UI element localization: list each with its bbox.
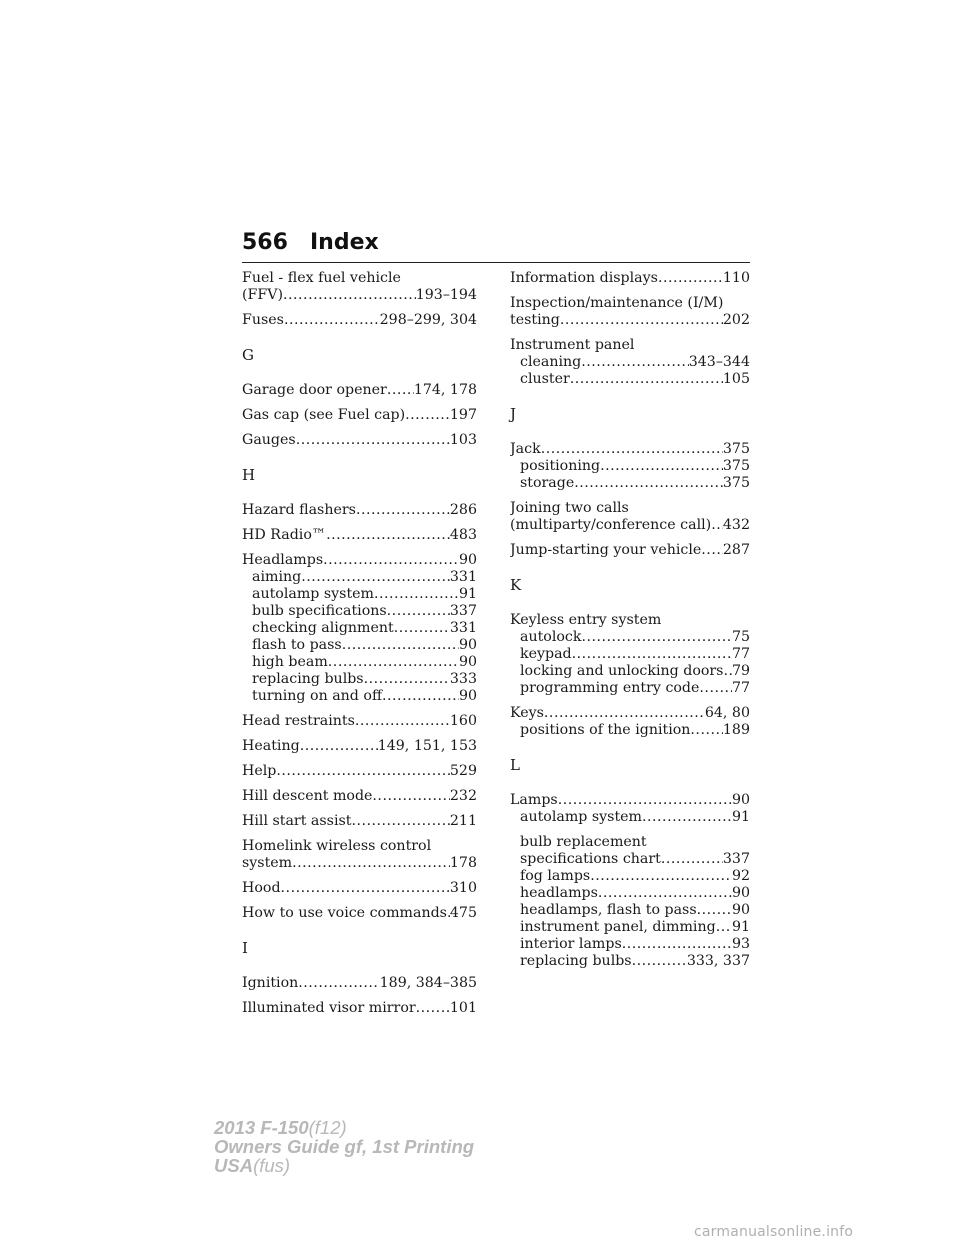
index-term: Hill descent mode	[242, 788, 373, 804]
dot-leader	[642, 809, 732, 826]
index-entry	[242, 552, 477, 705]
dot-leader	[416, 1000, 450, 1017]
page-title: Index	[310, 230, 379, 255]
index-subentry	[510, 722, 750, 739]
index-term: storage	[520, 475, 575, 491]
index-subentry	[242, 688, 477, 705]
dot-leader	[723, 663, 731, 680]
page-number: 566	[242, 230, 288, 255]
index-term: (multiparty/conference call)	[510, 517, 712, 533]
index-entry-line	[242, 382, 477, 399]
index-term: Keyless entry system	[510, 612, 662, 628]
index-page-ref: 79	[731, 663, 750, 679]
index-entry	[510, 612, 750, 697]
index-term: instrument panel, dimming	[520, 919, 716, 935]
index-page-ref: 375	[722, 458, 750, 474]
index-term: Inspection/maintenance (I/M)	[510, 295, 724, 311]
index-term: Illuminated visor mirror	[242, 1000, 416, 1016]
index-entry	[242, 813, 477, 830]
index-term: How to use voice commands	[242, 905, 447, 921]
index-entry	[510, 337, 750, 388]
index-term: Hill start assist	[242, 813, 352, 829]
index-page-ref: 375	[722, 475, 750, 491]
index-page-ref: 90	[731, 902, 750, 918]
index-page-ref: 343–344	[688, 354, 750, 370]
index-subentry	[242, 603, 477, 620]
index-page-ref: 91	[458, 586, 477, 602]
dot-leader	[581, 629, 731, 646]
index-entry-line	[242, 738, 477, 755]
index-entry-line	[510, 337, 750, 354]
index-term: Help	[242, 763, 277, 779]
index-page-ref: 101	[449, 1000, 477, 1016]
index-entry	[242, 763, 477, 780]
index-term: Joining two calls	[510, 500, 629, 516]
index-entry	[242, 905, 477, 922]
index-page-ref: 90	[458, 637, 477, 653]
index-entry-line	[242, 407, 477, 424]
index-entry	[242, 312, 477, 329]
index-page-ref: 432	[722, 517, 750, 533]
index-page-ref: 90	[458, 688, 477, 704]
index-page-ref: 103	[449, 432, 477, 448]
index-entry	[242, 880, 477, 897]
index-term: turning on and off	[252, 688, 383, 704]
dot-leader	[387, 603, 450, 620]
index-entry	[510, 542, 750, 559]
index-entry-line	[242, 527, 477, 544]
dot-leader	[661, 851, 723, 868]
index-entry-line	[242, 788, 477, 805]
index-term: cleaning	[520, 354, 582, 370]
dot-leader	[328, 654, 459, 671]
index-term: (FFV)	[242, 287, 284, 303]
index-subentry	[510, 629, 750, 646]
index-entry	[242, 738, 477, 755]
index-page-ref: 90	[458, 654, 477, 670]
dot-leader	[342, 637, 459, 654]
index-letter-heading: J	[510, 405, 517, 423]
index-term: Homelink wireless control	[242, 838, 432, 854]
index-subentry	[510, 663, 750, 680]
index-entry-line	[510, 517, 750, 534]
dot-leader	[296, 432, 450, 449]
index-term: Keys	[510, 705, 544, 721]
index-entry	[242, 975, 477, 992]
index-term: Jump-starting your vehicle	[510, 542, 702, 558]
dot-leader	[560, 312, 723, 329]
index-entry	[242, 502, 477, 519]
index-entry-line	[242, 312, 477, 329]
index-term: Gas cap (see Fuel cap)	[242, 407, 406, 423]
index-entry	[510, 295, 750, 329]
index-term: bulb specifications	[252, 603, 387, 619]
dot-leader	[716, 919, 732, 936]
index-entry-line	[242, 1000, 477, 1017]
dot-leader	[697, 902, 732, 919]
index-subentry	[242, 620, 477, 637]
index-page-ref: 475	[449, 905, 477, 921]
index-column-left	[242, 270, 477, 1025]
index-subentry	[510, 354, 750, 371]
index-entry-line	[242, 713, 477, 730]
index-term: testing	[510, 312, 560, 328]
index-entry	[510, 500, 750, 534]
index-page-ref: 91	[731, 919, 750, 935]
index-subentry	[242, 569, 477, 586]
index-entry-line	[242, 855, 477, 872]
index-term: high beam	[252, 654, 328, 670]
index-term: autolock	[520, 629, 582, 645]
dot-leader	[355, 713, 450, 730]
index-page-ref: 93	[731, 936, 750, 952]
index-entry	[242, 838, 477, 872]
footer-region: USA	[214, 1155, 254, 1176]
index-term: Headlamps	[242, 552, 324, 568]
index-entry-line	[242, 552, 477, 569]
index-subentry	[242, 654, 477, 671]
index-subentry	[510, 868, 750, 885]
index-page-ref: 337	[449, 603, 477, 619]
index-entry	[242, 713, 477, 730]
index-entry-line	[510, 312, 750, 329]
dot-leader	[356, 502, 450, 519]
index-term: positions of the ignition	[520, 722, 691, 738]
dot-leader	[394, 620, 450, 637]
index-term: Lamps	[510, 792, 558, 808]
index-term: positioning	[520, 458, 601, 474]
index-page-ref: 90	[731, 792, 750, 808]
index-entry	[242, 270, 477, 304]
index-entry-line	[242, 975, 477, 992]
index-entry-line	[510, 542, 750, 559]
index-entry	[242, 1000, 477, 1017]
index-column-right	[510, 270, 750, 978]
index-term: autolamp system	[520, 809, 643, 825]
index-entry-line	[510, 500, 750, 517]
index-subentry	[510, 919, 750, 936]
dot-leader	[300, 738, 378, 755]
index-page-ref: 331	[449, 569, 477, 585]
index-subentry	[510, 885, 750, 902]
index-term: programming entry code	[520, 680, 700, 696]
index-page-ref: 90	[458, 552, 477, 568]
index-page-ref: 75	[731, 629, 750, 645]
index-term: Fuel - flex fuel vehicle	[242, 270, 401, 286]
index-page-ref: 211	[449, 813, 477, 829]
index-page-ref: 483	[449, 527, 477, 543]
index-entry-line	[242, 905, 477, 922]
index-term: fog lamps	[520, 868, 591, 884]
dot-leader	[590, 868, 732, 885]
dot-leader	[326, 527, 450, 544]
index-term: headlamps, flash to pass	[520, 902, 697, 918]
index-entry-line	[242, 838, 477, 855]
index-entry	[242, 382, 477, 399]
dot-leader	[382, 688, 459, 705]
index-letter-heading: I	[242, 939, 248, 957]
index-term: Hood	[242, 880, 281, 896]
index-term: autolamp system	[252, 586, 375, 602]
index-page-ref: 286	[449, 502, 477, 518]
dot-leader	[292, 855, 450, 872]
index-page-ref: 375	[722, 441, 750, 457]
index-entry	[510, 792, 750, 826]
index-entry-line	[510, 612, 750, 629]
index-term: Fuses	[242, 312, 284, 328]
index-term: Heating	[242, 738, 300, 754]
index-entry-line	[242, 287, 477, 304]
index-page-ref: 189	[722, 722, 750, 738]
index-entry	[242, 407, 477, 424]
index-entry	[242, 788, 477, 805]
index-subentry	[510, 646, 750, 663]
dot-leader	[405, 407, 450, 424]
dot-leader	[632, 953, 687, 970]
dot-leader	[699, 680, 732, 697]
index-page-ref: 160	[449, 713, 477, 729]
index-page-ref: 149, 151, 153	[377, 738, 477, 754]
index-term: Information displays	[510, 270, 658, 286]
dot-leader	[284, 312, 380, 329]
index-letter-heading: L	[510, 756, 520, 774]
dot-leader	[570, 371, 723, 388]
index-term: aiming	[252, 569, 302, 585]
index-term: interior lamps	[520, 936, 622, 952]
index-term: Jack	[510, 441, 541, 457]
dot-leader	[600, 458, 723, 475]
index-entry-line	[242, 270, 477, 287]
index-subentry	[510, 936, 750, 953]
index-subentry	[510, 834, 750, 851]
footer-guide: Owners Guide gf, 1st Printing	[214, 1136, 475, 1157]
dot-leader	[658, 270, 723, 287]
index-page-ref: 64, 80	[704, 705, 750, 721]
index-entry	[510, 270, 750, 287]
index-entry-line	[510, 792, 750, 809]
index-subentry	[242, 586, 477, 603]
index-page-ref: 77	[731, 646, 750, 662]
index-term: replacing bulbs	[252, 671, 364, 687]
index-page-ref: 105	[722, 371, 750, 387]
dot-leader	[298, 975, 379, 992]
dot-leader	[283, 287, 416, 304]
index-term: Instrument panel	[510, 337, 635, 353]
dot-leader	[572, 646, 732, 663]
index-letter-heading: H	[242, 466, 256, 484]
index-subentry	[510, 809, 750, 826]
index-page-ref: 77	[731, 680, 750, 696]
index-entry-line	[242, 432, 477, 449]
index-page-ref: 174, 178	[413, 382, 477, 398]
footer-region-code: (fus)	[253, 1155, 291, 1176]
dot-leader	[276, 763, 450, 780]
index-subentry	[510, 475, 750, 492]
index-term: specifications chart	[520, 851, 661, 867]
index-letter-heading: G	[242, 346, 254, 364]
index-entry-line	[242, 813, 477, 830]
watermark-text: carmanualsonline.info	[694, 1224, 854, 1240]
dot-leader	[701, 542, 723, 559]
index-term: cluster	[520, 371, 570, 387]
dot-leader	[544, 705, 705, 722]
index-subentry	[242, 671, 477, 688]
index-term: headlamps	[520, 885, 598, 901]
index-page-ref: 232	[449, 788, 477, 804]
index-entry	[510, 705, 750, 739]
index-page-ref: 337	[722, 851, 750, 867]
index-term: Garage door opener	[242, 382, 387, 398]
index-entry-line	[510, 705, 750, 722]
dot-leader	[374, 586, 459, 603]
index-subentry	[510, 902, 750, 919]
dot-leader	[690, 722, 722, 739]
index-subentry	[242, 637, 477, 654]
index-entry-line	[510, 441, 750, 458]
index-entry-line	[242, 502, 477, 519]
index-letter-heading: K	[510, 576, 522, 594]
print-footer	[214, 1118, 474, 1175]
index-term: locking and unlocking doors	[520, 663, 724, 679]
page-header	[242, 228, 750, 263]
dot-leader	[581, 354, 689, 371]
index-page-ref: 287	[722, 542, 750, 558]
dot-leader	[351, 813, 449, 830]
dot-leader	[558, 792, 732, 809]
dot-leader	[541, 441, 723, 458]
dot-leader	[598, 885, 732, 902]
dot-leader	[301, 569, 450, 586]
dot-leader	[372, 788, 449, 805]
index-page-ref: 189, 384–385	[379, 975, 477, 991]
index-term: Ignition	[242, 975, 299, 991]
index-subentry	[510, 851, 750, 868]
index-term: bulb replacement	[520, 834, 647, 850]
index-entry-line	[242, 763, 477, 780]
index-page-ref: 333, 337	[686, 953, 750, 969]
dot-leader	[323, 552, 459, 569]
dot-leader	[574, 475, 723, 492]
dot-leader	[622, 936, 732, 953]
index-page-ref: 298–299, 304	[379, 312, 477, 328]
index-entry	[510, 834, 750, 970]
index-term: flash to pass	[252, 637, 342, 653]
index-subentry	[510, 680, 750, 697]
index-page-ref: 91	[731, 809, 750, 825]
dot-leader	[711, 517, 723, 534]
index-page-ref: 178	[449, 855, 477, 871]
index-page-ref: 331	[449, 620, 477, 636]
index-page-ref: 193–194	[415, 287, 477, 303]
index-subentry	[510, 953, 750, 970]
index-page-ref: 110	[722, 270, 750, 286]
footer-model-code: (f12)	[308, 1117, 347, 1138]
index-term: replacing bulbs	[520, 953, 632, 969]
index-page-ref: 202	[722, 312, 750, 328]
index-page-ref: 90	[731, 885, 750, 901]
index-entry	[242, 527, 477, 544]
index-term: HD Radio™	[242, 527, 327, 543]
index-page-ref: 529	[449, 763, 477, 779]
index-page-ref: 197	[449, 407, 477, 423]
index-page-ref: 92	[731, 868, 750, 884]
index-term: checking alignment	[252, 620, 394, 636]
index-page-ref: 310	[449, 880, 477, 896]
dot-leader	[364, 671, 450, 688]
footer-model: 2013 F-150	[214, 1117, 309, 1138]
index-entry-line	[510, 295, 750, 312]
dot-leader	[281, 880, 450, 897]
index-term: Hazard flashers	[242, 502, 356, 518]
index-entry	[242, 432, 477, 449]
index-page-ref: 333	[449, 671, 477, 687]
index-entry-line	[510, 270, 750, 287]
dot-leader	[387, 382, 414, 399]
index-subentry	[510, 371, 750, 388]
index-entry	[510, 441, 750, 492]
index-subentry	[510, 458, 750, 475]
index-term: keypad	[520, 646, 572, 662]
index-term: Head restraints	[242, 713, 355, 729]
index-term: system	[242, 855, 293, 871]
index-entry-line	[242, 880, 477, 897]
index-term: Gauges	[242, 432, 296, 448]
